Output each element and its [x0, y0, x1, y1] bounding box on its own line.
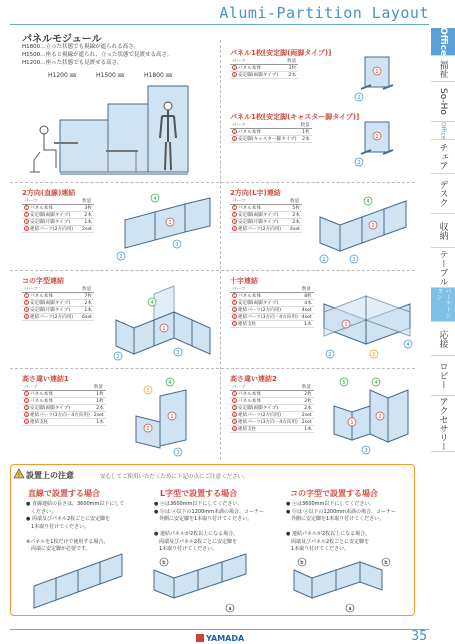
table-row: 4 連結パーツ(2方向用) 2set — [22, 226, 94, 233]
svg-text:2: 2 — [378, 414, 382, 420]
page-number: 35 — [411, 629, 427, 644]
u-install-diagram — [290, 556, 410, 614]
svg-text:3: 3 — [364, 448, 368, 454]
table-row: 2 安定脚(両脚タイプ) 2本 — [22, 300, 94, 307]
table-row: 3 安定脚(片脚タイプ) 2本 — [230, 219, 302, 226]
l-shape-diagram — [318, 195, 413, 265]
panel-module-title: パネルモジュール — [22, 34, 102, 45]
svg-text:2: 2 — [146, 426, 150, 432]
tab-2[interactable]: So-Ho — [431, 82, 455, 122]
panel-module-notes: H1800…立った状態でも視線が遮られる高さ。 H1500…座ると視線が遮られ、立った状態で見渡せる高さ。 H1200…座った状態でも見渡せる高さ。 — [22, 44, 173, 66]
svg-text:4: 4 — [168, 380, 172, 386]
straight-install-notes — [26, 501, 124, 554]
install-note-line: ● 両端及びパネル2枚ごとに安定脚を — [26, 516, 111, 522]
table-row: 5 連結支柱 1本 — [230, 321, 314, 328]
install-notes-title: 設置上の注意 — [26, 471, 74, 480]
table-row: 3 安定脚(両脚タイプ) 2本 — [230, 405, 314, 412]
install-note-line: 外側に安定脚を1本取り付けてください。 — [154, 516, 253, 522]
svg-text:4: 4 — [366, 199, 370, 205]
table-row: 2 安定脚(両脚タイプ) 2本 — [230, 72, 298, 79]
table-row: 6 連結支柱 1本 — [230, 426, 314, 433]
install-note-line: 両端及びパネル2枚ごとに安定脚を — [286, 538, 370, 545]
svg-text:a: a — [348, 606, 352, 612]
install-note-line: ● ⓐは3600mm以下にしてください。 — [286, 501, 375, 507]
svg-text:2: 2 — [357, 160, 361, 166]
tab-3[interactable]: Office — [431, 122, 455, 140]
svg-text:2: 2 — [119, 254, 123, 260]
install-note-line: 外側に安定脚を1本取り付けてください。 — [286, 516, 385, 522]
install-note-line: ● 直線連結の長さは、3600mm以下にして — [26, 501, 125, 507]
svg-text:1: 1 — [375, 134, 379, 140]
warning-icon — [14, 469, 24, 479]
two-way-table: パーツ 数量 1 パネル本体 3枚 2 安定脚(両脚タイプ) 2本 3 安定脚(片脚タイプ) 1本 4 連結パーツ(2方向用) 2set — [24, 199, 92, 232]
svg-text:1: 1 — [375, 69, 379, 75]
svg-text:3: 3 — [175, 242, 179, 248]
install-note-line: ● ⓑは ⓐ以下の1200mm未満の場合、コーナー — [154, 508, 265, 515]
u-shape-table: パーツ 数量 1 パネル本体 7枚 2 安定脚(両脚タイプ) 2本 3 安定脚(片脚タイプ) 1本 4 連結パーツ(2方向用) 6set — [24, 287, 92, 320]
install-note-line: ● 連結パネルが2枚以上になる場合、 — [154, 531, 239, 537]
table-row: 2 安定脚(両脚タイプ) 2本 — [230, 212, 302, 219]
svg-text:b: b — [384, 560, 388, 566]
svg-text:4: 4 — [406, 342, 410, 348]
height-link-2-title: 高さ違い連結2 — [230, 375, 277, 383]
svg-text:1: 1 — [371, 223, 375, 229]
table-row: 5 連結支柱 1本 — [22, 419, 106, 426]
table-row: 4 連結パーツ(3方向・4方向用) 4set — [230, 314, 314, 321]
tab-4[interactable]: チェア — [431, 140, 455, 174]
svg-text:1: 1 — [170, 414, 174, 420]
tab-10[interactable]: ロビー — [431, 356, 455, 396]
cross-title: 十字連結 — [230, 277, 258, 285]
table-row: 1 パネル本体 7枚 — [22, 293, 94, 300]
svg-text:a: a — [228, 606, 232, 612]
install-note-line: 1本取り付けてください。 — [26, 523, 90, 530]
l-shape-table: パーツ 数量 1 パネル本体 5枚 2 安定脚(両脚タイプ) 2本 3 安定脚(片脚タイプ) 2本 4 連結パーツ(2方向用) 4set — [232, 199, 300, 232]
install-note-line: 両端に安定脚が必要です。 — [26, 546, 91, 552]
svg-text:2: 2 — [328, 352, 332, 358]
table-row: 3 安定脚(片脚タイプ) 1本 — [22, 219, 94, 226]
two-way-diagram — [115, 190, 215, 260]
page-title: Alumi-Partition Layout — [219, 4, 429, 22]
panel1-caster-title: パネル1枚[安定脚(キャスター脚タイプ)] — [230, 113, 360, 121]
table-row: 3 安定脚(両脚タイプ) 2本 — [22, 405, 106, 412]
table-row: 2 安定脚(両脚タイプ) 4本 — [230, 300, 314, 307]
svg-text:b: b — [162, 560, 166, 566]
install-note-line: ● ⓑは ⓐ以下の1200mm未満の場合、コーナー — [286, 508, 397, 515]
install-note-line — [286, 524, 396, 532]
brand-logo: YAMADA — [196, 634, 244, 643]
install-note-line: 1本取り付けてください。 — [286, 546, 350, 552]
column-divider — [220, 40, 221, 460]
svg-text:1: 1 — [350, 420, 354, 426]
svg-text:2: 2 — [322, 257, 326, 263]
tab-0[interactable]: Office — [431, 28, 455, 56]
height-link-2-table: パーツ 数量 1 パネル本体 2枚 2 パネル本体 2枚 3 安定脚(両脚タイプ) 2本 4 連結パーツ(2方向用) 2set 5 連結パーツ(3方向・4方向用) 2set 6 連結支柱 1本 — [232, 385, 312, 432]
table-row: 4 連結パーツ(2方向用) 4set — [230, 226, 302, 233]
header-rule — [10, 24, 429, 25]
svg-text:4: 4 — [150, 300, 154, 306]
u-shape-title: コの字型連結 — [22, 277, 64, 285]
height-link-1-table: パーツ 数量 1 パネル本体 1枚 2 パネル本体 1枚 3 安定脚(両脚タイプ) 2本 4 連結パーツ(3方向・4方向用) 2set 5 連結支柱 1本 — [24, 385, 104, 425]
install-note-line: ※パネルを1枚だけで使用する場合、 — [26, 538, 109, 545]
section-divider — [10, 182, 415, 183]
height-link-1-title: 高さ違い連結1 — [22, 375, 69, 383]
category-tabs — [431, 28, 455, 452]
height-link-2-diagram — [330, 376, 415, 456]
tab-8[interactable]: パーテーション — [431, 288, 455, 322]
u-shape-diagram — [112, 280, 217, 360]
straight-install-diagram — [30, 556, 140, 606]
svg-text:!: ! — [17, 472, 21, 479]
svg-text:3: 3 — [176, 450, 180, 456]
svg-text:b: b — [300, 560, 304, 566]
two-way-title: 2方向(直線)連結 — [22, 189, 76, 197]
svg-text:1: 1 — [168, 220, 172, 226]
table-row: 1 パネル本体 8枚 — [230, 293, 314, 300]
cross-table: パーツ 数量 1 パネル本体 8枚 2 安定脚(両脚タイプ) 4本 3 連結パーツ(2方向用) 4set 4 連結パーツ(3方向・4方向用) 4set 5 連結支柱 1本 — [232, 287, 312, 327]
table-row: 2 安定脚(キャスター脚タイプ) 2本 — [230, 136, 312, 143]
install-notes-subtitle: 安心してご使用いただくために下記の点にご注意ください。 — [100, 474, 249, 480]
table-row: 5 連結パーツ(3方向・4方向用) 2set — [230, 419, 314, 426]
svg-text:4: 4 — [153, 196, 157, 202]
table-row: 2 安定脚(両脚タイプ) 2本 — [22, 212, 94, 219]
cross-diagram — [320, 282, 415, 362]
table-row: 1 パネル本体 3枚 — [22, 205, 94, 212]
tab-5[interactable]: デスク — [431, 174, 455, 214]
table-row: 4 連結パーツ(2方向用) 6set — [22, 314, 94, 321]
install-note-line: 1本取り付けてください。 — [154, 546, 218, 552]
tab-1[interactable]: 福祉 — [431, 56, 455, 82]
svg-text:1: 1 — [162, 326, 166, 332]
panel-module-illustration — [20, 80, 210, 180]
table-row: 2 パネル本体 1枚 — [22, 398, 106, 405]
svg-text:2: 2 — [357, 95, 361, 101]
table-row: 1 パネル本体 1枚 — [230, 65, 298, 72]
u-install-title: コの字型で設置する場合 — [290, 489, 378, 498]
table-row: 1 パネル本体 1枚 — [22, 391, 106, 398]
height-label-1800: H1800 ㎜ — [144, 72, 172, 79]
install-note-line — [154, 524, 264, 532]
install-note-line: 両端及びパネル2枚ごとに安定脚を — [154, 538, 238, 545]
l-install-diagram — [150, 556, 270, 614]
table-row: 4 連結パーツ(3方向・4方向用) 2set — [22, 412, 106, 419]
l-install-title: L字型で設置する場合 — [160, 489, 238, 498]
u-install-notes — [286, 501, 396, 554]
panel1-fixed-title: パネル1枚[安定脚(両脚タイプ)] — [230, 49, 332, 57]
svg-text:1: 1 — [344, 322, 348, 328]
svg-text:3: 3 — [176, 350, 180, 356]
svg-text:3: 3 — [352, 257, 356, 263]
height-label-1500: H1500 ㎜ — [96, 72, 124, 79]
footer-rule — [10, 629, 429, 630]
svg-text:5: 5 — [372, 352, 376, 358]
tab-9[interactable]: 応接 — [431, 322, 455, 356]
panel1-fixed-diagram — [355, 55, 405, 105]
svg-text:5: 5 — [146, 388, 150, 394]
table-row: 1 パネル本体 2枚 — [230, 391, 314, 398]
section-divider — [10, 270, 415, 271]
logo-mark-icon — [196, 634, 204, 642]
install-note-line: ください。 — [26, 508, 57, 515]
table-row: 1 パネル本体 1枚 — [230, 129, 312, 136]
table-row: 1 パネル本体 5枚 — [230, 205, 302, 212]
table-row: 4 連結パーツ(2方向用) 2set — [230, 412, 314, 419]
tab-11[interactable]: アクセサリー — [431, 396, 455, 452]
section-divider — [10, 368, 415, 369]
install-note-line — [26, 531, 124, 539]
height-link-1-diagram — [130, 376, 215, 456]
panel1-caster-diagram — [355, 120, 405, 170]
panel1-caster-table: パーツ 数量 1 パネル本体 1枚 2 安定脚(キャスター脚タイプ) 2本 — [232, 123, 310, 142]
panel1-fixed-table: パーツ 数量 1 パネル本体 1枚 2 安定脚(両脚タイプ) 2本 — [232, 59, 297, 78]
table-row: 3 安定脚(片脚タイプ) 1本 — [22, 307, 94, 314]
svg-text:5: 5 — [342, 380, 346, 386]
height-label-1200: H1200 ㎜ — [48, 72, 76, 79]
table-row: 3 連結パーツ(2方向用) 4set — [230, 307, 314, 314]
l-shape-title: 2方向(L字)連結 — [230, 189, 281, 197]
straight-install-title: 直線で設置する場合 — [28, 489, 100, 498]
svg-text:2: 2 — [116, 354, 120, 360]
tab-7[interactable]: テーブル — [431, 248, 455, 288]
table-row: 2 パネル本体 2枚 — [230, 398, 314, 405]
tab-6[interactable]: 収納 — [431, 214, 455, 248]
l-install-notes — [154, 501, 264, 554]
svg-text:4: 4 — [374, 380, 378, 386]
install-note-line: ● 連結パネルが2枚以上になる場合、 — [286, 531, 371, 537]
install-note-line: ● ⓐは3600mm以下にしてください。 — [154, 501, 243, 507]
